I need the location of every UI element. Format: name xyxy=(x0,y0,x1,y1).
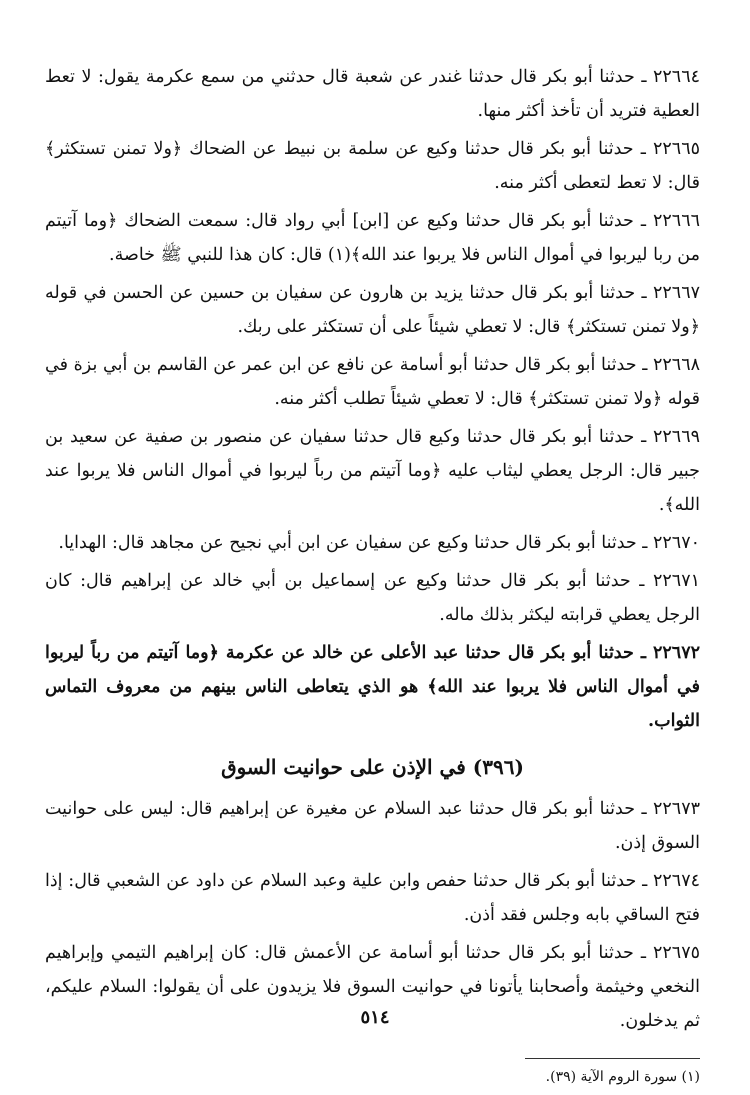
hadith-paragraph: ٢٢٦٧٣ ـ حدثنا أبو بكر قال حدثنا عبد السلام عن مغيرة عن إبراهيم قال: ليس على حوانيت السوق إذن. xyxy=(45,799,700,853)
hadith-paragraph: ٢٢٦٦٦ ـ حدثنا أبو بكر قال حدثنا وكيع عن [ابن] أبي رواد قال: سمعت الضحاك ﴿وما آتيتم من ربا ليربوا في أموال الناس فلا يربوا عند الله﴾(١) قال: كان هذا للنبي ﷺ خاصة. xyxy=(45,211,700,265)
hadith-paragraph: ٢٢٦٦٥ ـ حدثنا أبو بكر قال حدثنا وكيع عن سلمة بن نبيط عن الضحاك ﴿ولا تمنن تستكثر﴾ قال: لا تعط لتعطى أكثر منه. xyxy=(45,139,700,193)
hadith-paragraph: ٢٢٦٦٧ ـ حدثنا أبو بكر قال حدثنا يزيد بن هارون عن سفيان بن حسين عن الحسن في قوله ﴿ولا تمنن تستكثر﴾ قال: لا تعطي شيئاً على أن تستكثر على ربك. xyxy=(45,283,700,337)
hadith-list-before xyxy=(45,60,700,738)
hadith-list-after xyxy=(45,792,700,1038)
footnote-divider xyxy=(525,1058,700,1059)
page-number: ٥١٤ xyxy=(360,1007,390,1028)
hadith-paragraph: ٢٢٦٧٢ ـ حدثنا أبو بكر قال حدثنا عبد الأعلى عن خالد عن عكرمة ﴿وما آتيتم من رباً ليربوا في أموال الناس فلا يربوا عند الله﴾ هو الذي يتعاطى الناس بينهم من معروف التماس الثواب. xyxy=(45,643,700,731)
hadith-paragraph: ٢٢٦٧١ ـ حدثنا أبو بكر قال حدثنا وكيع عن إسماعيل بن أبي خالد عن إبراهيم قال: كان الرجل يعطي قرابته ليكثر بذلك ماله. xyxy=(45,571,700,625)
hadith-paragraph: ٢٢٦٦٨ ـ حدثنا أبو بكر قال حدثنا أبو أسامة عن نافع عن ابن عمر عن القاسم بن أبي بزة في قوله ﴿ولا تمنن تستكثر﴾ قال: لا تعطي شيئاً تطلب أكثر منه. xyxy=(45,355,700,409)
hadith-paragraph: ٢٢٦٧٤ ـ حدثنا أبو بكر قال حدثنا حفص وابن علية وعبد السلام عن داود عن الشعبي قال: إذا فتح الساقي بابه وجلس فقد أذن. xyxy=(45,871,700,925)
hadith-paragraph: ٢٢٦٧٥ ـ حدثنا أبو بكر قال حدثنا أبو أسامة عن الأعمش قال: كان إبراهيم التيمي وإبراهيم النخعي وخيثمة وأصحابنا يأتونا في حوانيت السوق فلا يزيدون على أن يقولوا: السلام عليكم، ثم يدخلون. xyxy=(45,943,700,1031)
hadith-paragraph: ٢٢٦٦٤ ـ حدثنا أبو بكر قال حدثنا غندر عن شعبة قال حدثني من سمع عكرمة يقول: لا تعط العطية فتريد أن تأخذ أكثر منها. xyxy=(45,67,700,121)
footnote: (١) سورة الروم الآية (٣٩). xyxy=(545,1069,700,1085)
hadith-paragraph: ٢٢٦٦٩ ـ حدثنا أبو بكر قال حدثنا وكيع قال حدثنا سفيان عن منصور بن صفية عن سعيد بن جبير قال: الرجل يعطي ليثاب عليه ﴿وما آتيتم من رباً ليربوا في أموال الناس فلا يربوا عند الله﴾. xyxy=(45,427,700,515)
section-heading: (٣٩٦) في الإذن على حوانيت السوق xyxy=(221,755,524,779)
hadith-paragraph: ٢٢٦٧٠ ـ حدثنا أبو بكر قال حدثنا وكيع عن سفيان عن ابن أبي نجيح عن مجاهد قال: الهدايا. xyxy=(58,533,700,553)
